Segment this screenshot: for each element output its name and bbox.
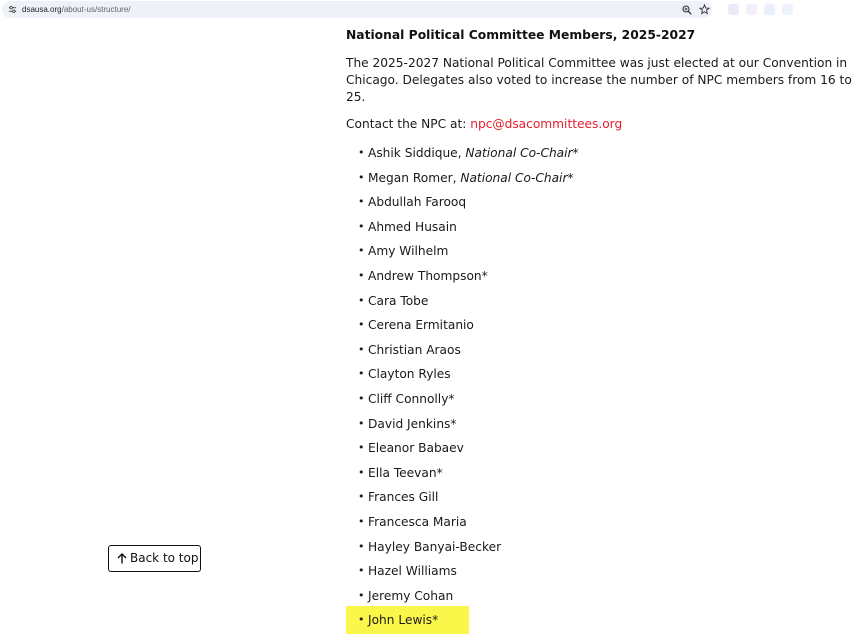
- member-name: [368, 586, 453, 606]
- member-name: [368, 315, 474, 335]
- back-to-top-button[interactable]: [108, 545, 201, 572]
- address-bar[interactable]: [2, 1, 712, 18]
- intro-line: The 2025-2027 National Political Committee was just elected at our Convention in: [346, 56, 848, 70]
- bullet-icon: •: [358, 318, 365, 332]
- intro-paragraph: [346, 55, 852, 105]
- extension-icon[interactable]: [764, 4, 775, 15]
- bullet-icon: •: [358, 146, 365, 159]
- member-name: [368, 168, 574, 188]
- member-name: [368, 438, 464, 458]
- bullet-icon: •: [358, 465, 365, 479]
- browser-toolbar: [0, 0, 800, 19]
- extension-icon[interactable]: [746, 4, 757, 15]
- url-domain: dsausa.org: [22, 5, 62, 14]
- contact-email-link[interactable]: npc@dsacommittees.org: [470, 117, 623, 131]
- member-name: [368, 610, 438, 630]
- member-name: [368, 463, 443, 483]
- arrow-up-icon: [117, 553, 127, 564]
- member-name: [368, 266, 488, 286]
- bullet-icon: •: [358, 244, 365, 258]
- bullet-icon: •: [358, 564, 365, 578]
- bullet-icon: •: [358, 367, 365, 381]
- member-name: [368, 340, 461, 360]
- member-name-text: Francesca Maria: [368, 515, 467, 529]
- bullet-icon: •: [358, 490, 365, 504]
- member-name-text: Clayton Ryles: [368, 367, 451, 382]
- member-name-text: Amy Wilhelm: [368, 244, 449, 259]
- member-name-text: Ahmed Husain: [368, 219, 457, 234]
- contact-line: [346, 117, 622, 131]
- bullet-icon: •: [358, 588, 365, 602]
- intro-line: Chicago. Delegates also voted to increase the number of NPC members from 16 to: [346, 72, 852, 87]
- member-name-text: Hayley Banyai-Becker: [368, 539, 502, 554]
- member-name-text: Hazel Williams: [368, 564, 457, 579]
- member-name-text: Cara Tobe: [368, 293, 429, 308]
- zoom-icon[interactable]: [682, 5, 692, 15]
- bullet-icon: •: [358, 515, 365, 528]
- member-name: [368, 537, 501, 557]
- section-heading: National Political Committee Members, 2025-2027: [346, 28, 696, 42]
- member-name-text: Abdullah Farooq: [368, 195, 467, 210]
- bullet-icon: •: [358, 269, 365, 282]
- member-name-text: Eleanor Babaev: [368, 441, 464, 456]
- member-name-text: Megan Romer,: [368, 170, 457, 185]
- member-name-text: Andrew Thompson*: [368, 269, 488, 283]
- bullet-icon: •: [358, 539, 365, 553]
- url-text[interactable]: [22, 4, 131, 15]
- member-name-text: Ashik Siddique,: [368, 146, 462, 160]
- extensions-area: [722, 1, 800, 18]
- back-to-top-label: Back to top: [130, 551, 199, 565]
- member-name-text: Cliff Connolly*: [368, 392, 455, 406]
- member-asterisk: *: [567, 170, 574, 185]
- member-asterisk: *: [572, 146, 579, 160]
- intro-line: 25.: [346, 89, 366, 104]
- bullet-icon: •: [358, 195, 365, 209]
- member-name: [368, 143, 579, 163]
- url-path: /about-us/structure/: [61, 5, 131, 14]
- member-name: [368, 487, 438, 507]
- member-role: National Co-Chair: [465, 146, 573, 160]
- member-name-text: Cerena Ermitanio: [368, 318, 474, 333]
- bookmark-star-icon[interactable]: [699, 4, 710, 15]
- member-name: [368, 217, 457, 237]
- member-name: [368, 364, 451, 384]
- member-name-text: Frances Gill: [368, 490, 439, 505]
- member-name: [368, 291, 428, 311]
- member-role: National Co-Chair: [460, 170, 568, 185]
- bullet-icon: •: [358, 416, 365, 430]
- member-name-text: Ella Teevan*: [368, 465, 443, 480]
- bullet-icon: •: [358, 613, 365, 627]
- member-name: [368, 561, 457, 581]
- bullet-icon: •: [358, 293, 365, 307]
- member-name-text: Jeremy Cohan: [368, 588, 454, 603]
- member-name-text: David Jenkins*: [368, 416, 457, 431]
- member-name: [368, 241, 448, 261]
- contact-label: Contact the NPC at:: [346, 117, 467, 131]
- member-name-text: Christian Araos: [368, 342, 461, 357]
- bullet-icon: •: [358, 392, 365, 405]
- member-name-text: John Lewis*: [368, 613, 439, 628]
- bullet-icon: •: [358, 170, 365, 184]
- member-name: [368, 389, 455, 409]
- extension-icon[interactable]: [782, 4, 793, 15]
- bullet-icon: •: [358, 342, 365, 356]
- extension-icon[interactable]: [728, 4, 739, 15]
- member-name: [368, 414, 457, 434]
- bullet-icon: •: [358, 441, 365, 455]
- site-info-icon[interactable]: [8, 5, 17, 14]
- member-name: [368, 512, 467, 532]
- member-name: [368, 192, 466, 212]
- bullet-icon: •: [358, 219, 365, 233]
